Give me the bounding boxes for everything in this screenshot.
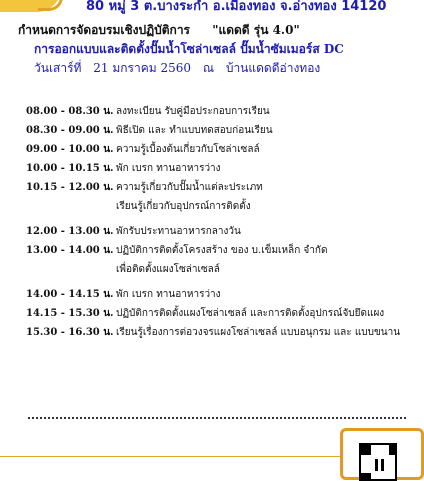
- qr-code-frame: [340, 428, 424, 480]
- row-activity: ปฏิบัติการติดตั้งแผงโซล่าเซลล์ และการติดตั้งอุปกรณ์จับยึดแผง: [116, 308, 385, 319]
- row-activity: พักรับประทานอาหารกลางวัน: [116, 226, 241, 237]
- row-activity: ลงทะเบียน รับคู่มือประกอบการเรียน: [116, 106, 270, 117]
- row-activity: ความรู้เบื้องต้นเกี่ยวกับโซล่าเซลล์: [116, 144, 260, 155]
- address-header: 80 หมู่ 3 ต.บางระกำ อ.เมืองทอง จ.อ่างทอง 14120: [86, 0, 387, 14]
- schedule-row: [26, 104, 418, 123]
- day-label: วันเสาร์ที่: [34, 61, 82, 75]
- schedule-row: [26, 123, 418, 142]
- row-time: 14.15 - 15.30 น.: [26, 308, 114, 319]
- schedule-row: [26, 180, 418, 199]
- qr-code-icon: [359, 443, 397, 481]
- row-time: 08.30 - 09.00 น.: [26, 125, 114, 136]
- row-activity: เรียนรู้เกี่ยวกับอุปกรณ์การติดตั้ง: [116, 201, 251, 212]
- row-time: 08.00 - 08.30 น.: [26, 106, 114, 117]
- schedule-row: [26, 325, 418, 344]
- schedule-row: [26, 224, 418, 243]
- row-time: 13.00 - 14.00 น.: [26, 245, 114, 256]
- schedule-table: [26, 104, 418, 344]
- row-activity: เพื่อติดตั้งแผงโซล่าเซลล์: [116, 264, 220, 275]
- row-activity: ความรู้เกี่ยวกับปั๊มน้ำแต่ละประเภท: [116, 182, 263, 193]
- place-value: บ้านแดดดีอ่างทอง: [225, 61, 321, 75]
- row-activity: เรียนรู้เรื่องการต่อวงจรแผงโซล่าเซลล์ แบบอนุกรม และ แบบขนาน: [116, 327, 401, 338]
- dotted-divider: [28, 417, 406, 419]
- schedule-row: [26, 287, 418, 306]
- schedule-row-continued: [26, 262, 418, 281]
- course-name: การออกแบบและติดตั้งปั๊มน้ำโซล่าเซลล์ ปั๊มน้ำซัมเมอร์ส DC: [34, 42, 344, 56]
- at-label: ณ: [202, 61, 214, 75]
- row-activity: พัก เบรก ทานอาหารว่าง: [116, 289, 221, 300]
- schedule-title: [18, 21, 300, 40]
- date-value: 21 มกราคม 2560: [93, 61, 192, 75]
- row-time: 14.00 - 14.15 น.: [26, 289, 114, 300]
- schedule-heading: กำหนดการจัดอบรมเชิงปฏิบัติการ: [18, 23, 191, 37]
- schedule-row: [26, 161, 418, 180]
- row-time: 15.30 - 16.30 น.: [26, 327, 114, 338]
- schedule-row: [26, 243, 418, 262]
- program-name: "แดดดี รุ่น 4.0": [212, 23, 300, 37]
- row-activity: พิธีเปิด และ ทำแบบทดสอบก่อนเรียน: [116, 125, 273, 136]
- date-line: [34, 59, 328, 78]
- row-activity: ปฏิบัติการติดตั้งโครงสร้าง ของ บ.เข็มเหล็ก จำกัด: [116, 245, 328, 256]
- row-time: 09.00 - 10.00 น.: [26, 144, 114, 155]
- row-activity: พัก เบรก ทานอาหารว่าง: [116, 163, 221, 174]
- row-time: 10.00 - 10.15 น.: [26, 163, 114, 174]
- schedule-row-continued: [26, 199, 418, 218]
- schedule-row: [26, 306, 418, 325]
- row-time: 12.00 - 13.00 น.: [26, 226, 114, 237]
- row-time: 10.15 - 12.00 น.: [26, 182, 114, 193]
- schedule-row: [26, 142, 418, 161]
